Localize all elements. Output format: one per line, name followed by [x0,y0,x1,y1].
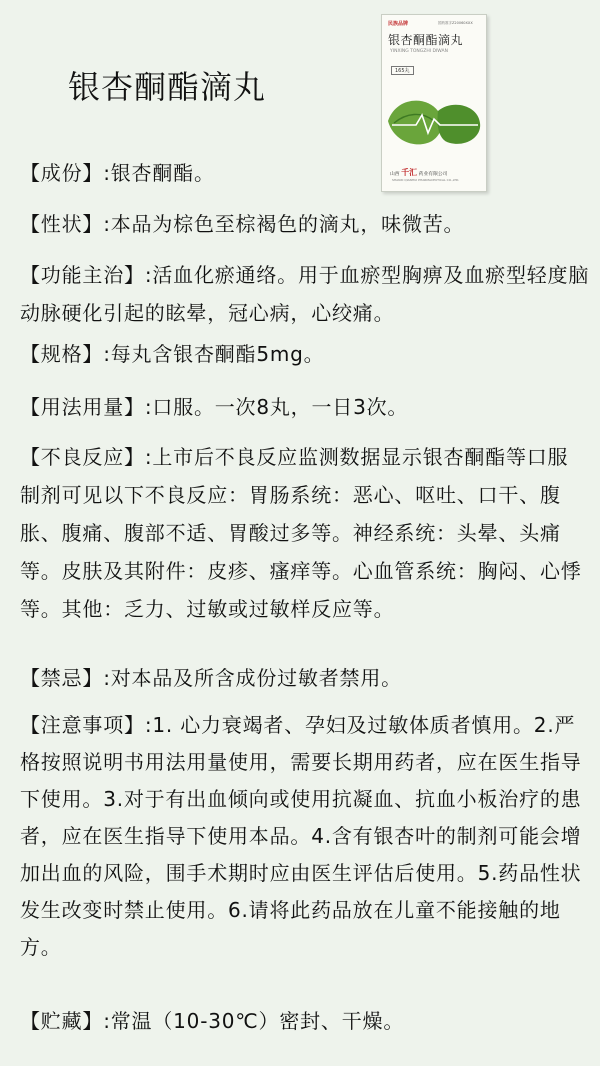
section-text: :上市后不良反应监测数据显示银杏酮酯等口服制剂可见以下不良反应：胃肠系统：恶心、呕吐、口干、腹胀、腹痛、腹部不适、胃酸过多等。神经系统：头晕、头痛等。皮肤及其附件：皮疹、瘙痒等。心血管系统：胸闷、心悸等。其他：乏力、过敏或过敏样反应等。 [20,445,582,621]
section-heading: 【贮藏】 [20,1009,104,1033]
page-title: 银杏酮酯滴丸 [68,68,267,106]
box-maker-prefix: 山西 [390,172,400,177]
section-precautions [20,707,585,966]
box-manufacturer-en: SHANXI QIANHUI PHARMACEUTICAL CO.,LTD. [392,178,460,182]
box-maker-logo: 千汇 [401,168,418,177]
box-pinyin: YINXING TONGZHI DIWAN [390,49,448,54]
section-text: :每丸含银杏酮酯5mg。 [103,342,325,366]
section-heading: 【规格】 [20,342,104,366]
box-approval-number: 国药准字Z20060XXX [438,21,473,25]
section-heading: 【注意事项】 [20,713,145,737]
section-heading: 【不良反应】 [20,445,145,469]
section-ingredients [20,158,420,188]
section-text: :本品为棕色至棕褐色的滴丸，味微苦。 [103,212,465,236]
box-maker-name: 药业有限公司 [418,172,448,177]
section-heading: 【禁忌】 [20,666,104,690]
section-storage [20,1006,590,1036]
section-description [20,209,590,239]
leaf-heart-graphic [382,93,486,149]
box-spec: 165丸 [391,66,414,75]
section-text: :活血化瘀通络。用于血瘀型胸痹及血瘀型轻度脑动脉硬化引起的眩晕，冠心病，心绞痛。 [20,263,590,325]
section-heading: 【成份】 [20,161,104,185]
section-heading: 【性状】 [20,212,104,236]
section-specification [20,339,590,369]
section-dosage [20,392,590,422]
section-text: :对本品及所含成份过敏者禁用。 [103,666,402,690]
box-brand-label: 民族品牌 [388,21,409,27]
section-text: :银杏酮酯。 [103,161,215,185]
box-product-name: 银杏酮酯滴丸 [388,33,464,47]
section-heading: 【功能主治】 [20,263,145,287]
section-text: :1. 心力衰竭者、孕妇及过敏体质者慎用。2.严格按照说明书用法用量使用，需要长期用药者，应在医生指导下使用。3.对于有出血倾向或使用抗凝血、抗血小板治疗的患者，应在医生指导下使用本品。4.含有银杏叶的制剂可能会增加出血的风险，围手术期时应由医生评估后使用。5.药品性状发生改变时禁止使用。6.请将此药品放在儿童不能接触的地方。 [20,713,582,959]
section-text: :常温（10-30℃）密封、干燥。 [103,1009,405,1033]
section-heading: 【用法用量】 [20,395,145,419]
section-indications [20,256,592,332]
section-text: :口服。一次8丸，一日3次。 [144,395,409,419]
section-adverse-reactions [20,438,585,628]
section-contraindications [20,663,590,693]
